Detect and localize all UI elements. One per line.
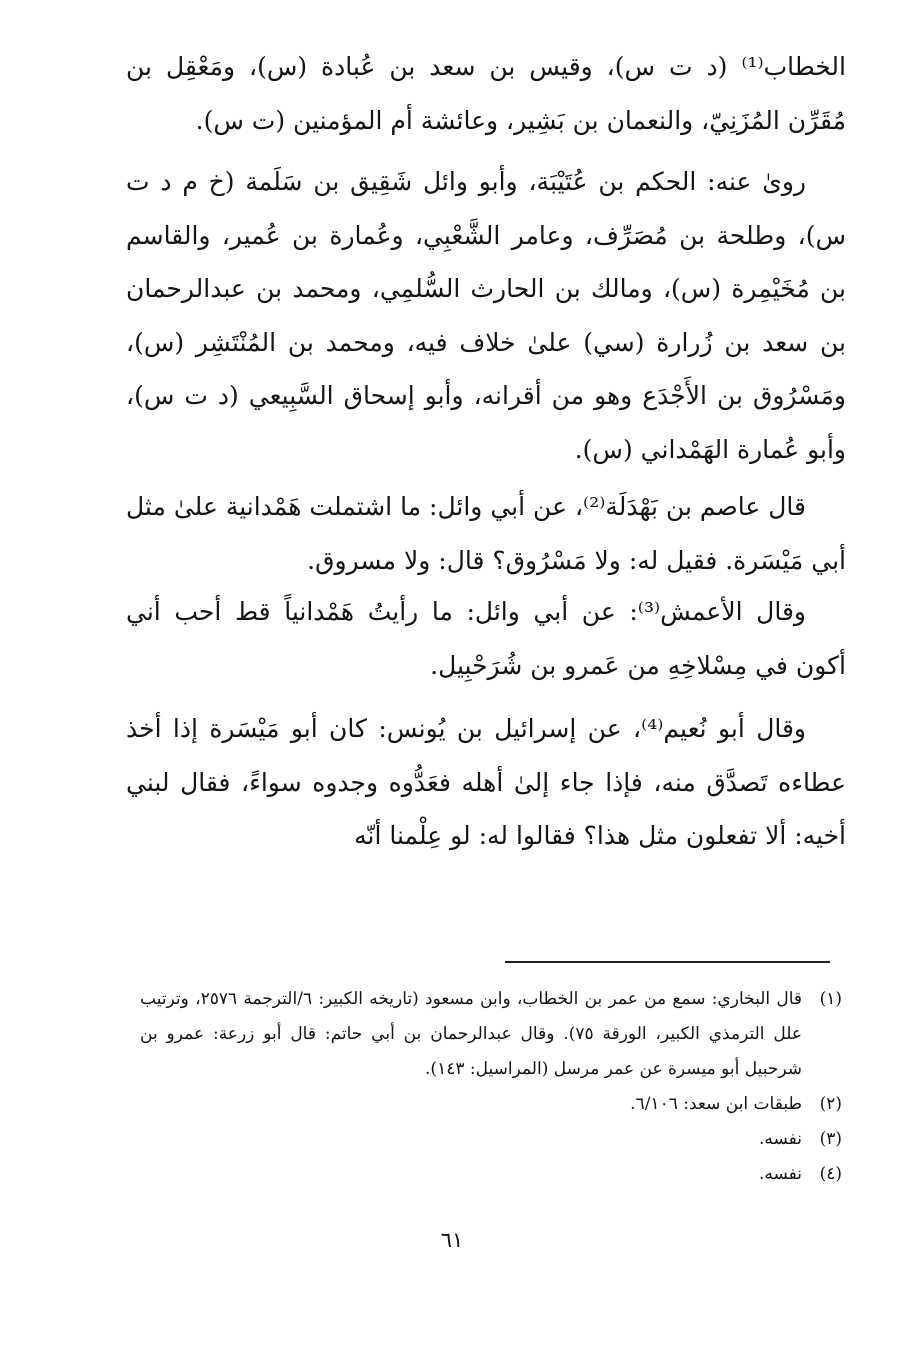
- paragraph-asim: قال عاصم بن بَهْدَلَة⁽²⁾، عن أبي وائل: ما اشتملت هَمْدانية علىٰ مثل أبي مَيْسَرة. فقيل له: ولا مَسْرُوق؟ قال: ولا مسروق.: [126, 492, 846, 575]
- footnote-text: نفسه.: [758, 1164, 802, 1184]
- paragraph-1: الخطاب⁽¹⁾ (د ت س)، وقيس بن سعد بن عُبادة (س)، ومَعْقِل بن مُقَرِّن المُزَنِيّ، والنعمان بن بَشِير، وعائشة أم المؤمنين (ت س).: [126, 52, 846, 135]
- paragraph-narrators: رویٰ عنه: الحكم بن عُتَيْبَة، وأبو وائل شَقِيق بن سَلَمة (خ م د ت س)، وطلحة بن مُصَرِّف، وعامر الشَّعْبِي، وعُمارة بن عُمير، والقاسم بن مُخَيْمِرة (س)، ومالك بن الحارث السُّلمِي، ومحمد بن عبدالرحمان بن سعد بن زُرارة (سي) علىٰ خلاف فيه، ومحمد بن المُنْتَشِر (س)، ومَسْرُوق بن الأَجْدَع وهو من أقرانه، وأبو إسحاق السَّبِيعي (د ت س)، وأبو عُمارة الهَمْداني (س).: [126, 167, 846, 464]
- paragraph-abu-nuaym: وقال أبو نُعيم⁽⁴⁾، عن إسرائيل بن يُونس: كان أبو مَيْسَرة إذا أخذ عطاءه تَصدَّق منه، فإذا جاء إلىٰ أهله فعَدُّوه وجدوه سواءً، فقال لبني أخيه: ألا تفعلون مثل هذا؟ فقالوا له: لو عِلْمنا أنّه: [126, 714, 846, 850]
- footnote-number: (٤): [819, 1164, 842, 1184]
- footnote-1: [140, 982, 842, 1087]
- footnotes: [140, 982, 842, 1192]
- footnote-text: نفسه.: [758, 1129, 802, 1149]
- main-text: [126, 40, 846, 863]
- footnote-3: [140, 1122, 842, 1157]
- footnote-2: [140, 1087, 842, 1122]
- footnote-number: (٣): [819, 1129, 842, 1149]
- page-number: ٦١: [440, 1228, 464, 1252]
- footnote-4: [140, 1157, 842, 1192]
- footnote-text: طبقات ابن سعد: ٦/١٠٦.: [630, 1094, 802, 1114]
- footnote-text: قال البخاري: سمع من عمر بن الخطاب، وابن مسعود (تاريخه الكبير: ٦/الترجمة ٢٥٧٦، وترتيب علل الترمذي الكبير، الورقة ٧٥). وقال عبدالرحمان بن أبي حاتم: قال أبو زرعة: عمرو بن شرحبيل أبو ميسرة عن عمر مرسل (المراسيل: ١٤٣).: [140, 989, 803, 1079]
- footnote-number: (٢): [819, 1094, 842, 1114]
- footnote-number: (١): [819, 989, 842, 1009]
- footnote-separator: [505, 961, 830, 963]
- paragraph-amash: وقال الأعمش⁽³⁾: عن أبي وائل: ما رأيتُ هَمْدانياً قط أحب أني أكون في مِسْلاخِهِ من عَمرو بن شُرَحْبِيل.: [126, 597, 846, 680]
